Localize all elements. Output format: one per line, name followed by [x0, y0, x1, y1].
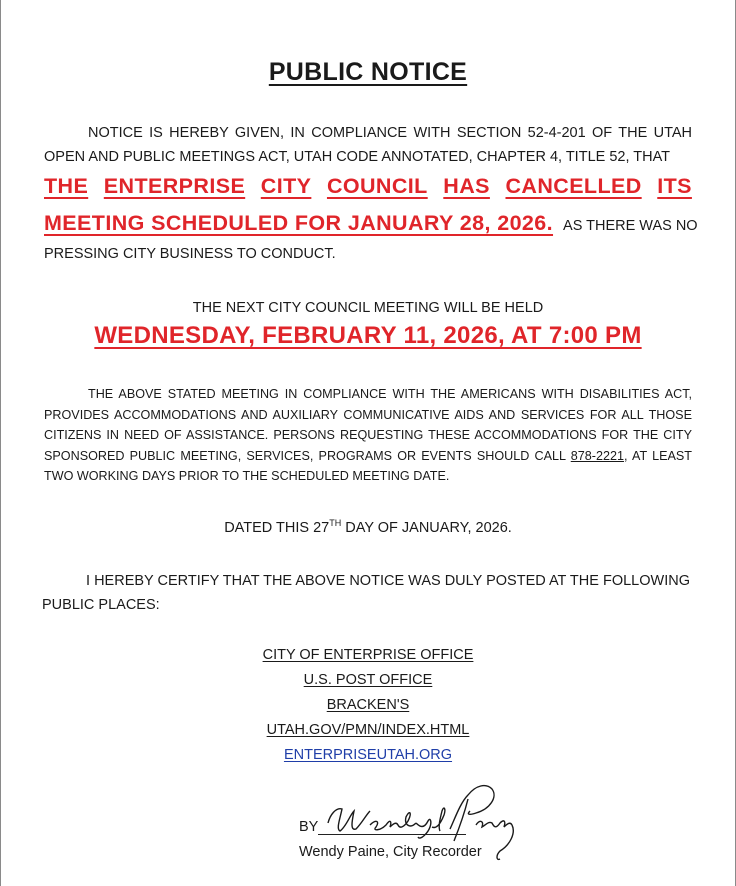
posting-place: BRACKEN'S [326, 697, 410, 713]
cancel-word: HAS [443, 174, 490, 198]
certification-paragraph: I HEREBY CERTIFY THAT THE ABOVE NOTICE WAS DULY POSTED AT THE FOLLOWING PUBLIC PLACES: [42, 573, 690, 613]
cancel-word: CANCELLED [505, 174, 642, 198]
ada-text: THE ABOVE STATED MEETING IN COMPLIANCE WITH THE AMERICANS WITH DISABILITIES ACT, PROVIDES ACCOMMODATIONS AND AUXILIARY COMMUNICATIVE AIDS AND SERVICES FOR ALL THOSE CITIZENS IN NEED OF ASSISTANCE. PERSONS REQUESTING THESE ACCOMMODATIONS FOR THE CITY SPONSORED PUBLIC MEETING, SERVICES, PROGRAMS OR EVENTS SHOULD CALL [44, 387, 692, 463]
ada-text-end: , AT LEAST TWO WORKING DAYS PRIOR TO THE SCHEDULED MEETING DATE. [44, 448, 692, 483]
reason-start: AS THERE WAS NO [563, 218, 698, 234]
signer-name-title: Wendy Paine, City Recorder [299, 844, 482, 860]
next-meeting-date: WEDNESDAY, FEBRUARY 11, 2026, AT 7:00 PM [94, 322, 642, 349]
cancel-word: THE [44, 174, 89, 198]
posting-place: CITY OF ENTERPRISE OFFICE [262, 647, 474, 663]
cancel-word: CITY [260, 174, 312, 198]
cancel-word: ENTERPRISE [103, 174, 246, 198]
dated-prefix: DATED THIS 27 [224, 519, 330, 536]
posting-place-link[interactable]: UTAH.GOV/PMN/INDEX.HTML [266, 722, 470, 738]
dated-suffix: DAY OF JANUARY, 2026. [341, 519, 512, 536]
cancelled-meeting-date: MEETING SCHEDULED FOR JANUARY 28, 2026. [44, 211, 554, 235]
cancel-word: COUNCIL [326, 174, 428, 198]
ada-phone-number: 878-2221 [570, 448, 624, 463]
cancel-word: ITS [657, 174, 692, 198]
page-title: PUBLIC NOTICE [268, 58, 468, 86]
notice-intro-paragraph: NOTICE IS HEREBY GIVEN, IN COMPLIANCE WITH SECTION 52-4-201 OF THE UTAH OPEN AND PUBLIC MEETINGS ACT, UTAH CODE ANNOTATED, CHAPTER 4, TITLE 52, THAT [44, 125, 692, 165]
posting-place-link[interactable]: ENTERPRISEUTAH.ORG [283, 747, 453, 763]
next-meeting-intro: THE NEXT CITY COUNCIL MEETING WILL BE HELD [192, 300, 544, 316]
by-label: BY [299, 819, 319, 835]
reason-end: PRESSING CITY BUSINESS TO CONDUCT. [44, 246, 336, 262]
posting-place: U.S. POST OFFICE [303, 672, 433, 688]
dated-ordinal: TH [329, 518, 342, 528]
